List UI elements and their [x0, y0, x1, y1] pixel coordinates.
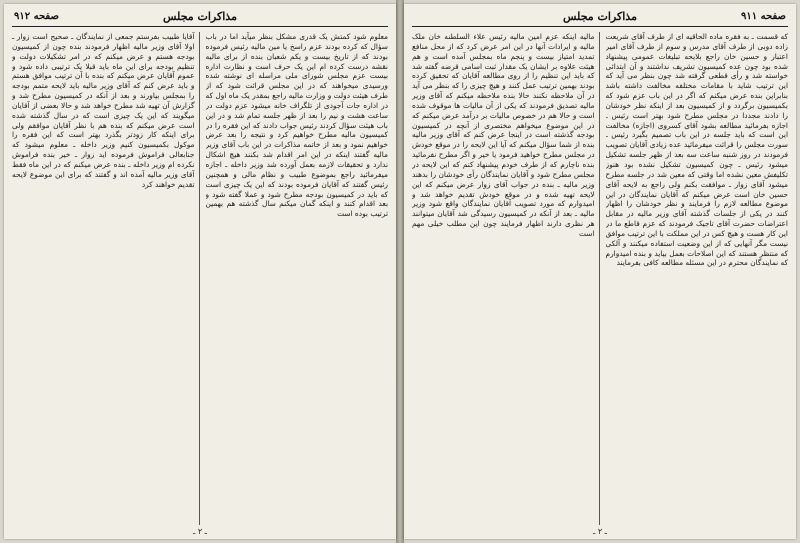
left-page-footer: ـ ۲ ـ: [192, 527, 208, 536]
right-page-footer: ـ ۲ ـ: [592, 527, 608, 536]
right-page-left-column: [412, 32, 600, 525]
right-page-columns: [412, 32, 788, 525]
left-page-right-column: [206, 32, 389, 525]
left-page-columns: [12, 32, 388, 525]
left-page-right-column-text: معلوم شود کمتش یک قدری مشکل بنظر میآید اما در باب سؤال که کرده بودند عزم راسخ یا مین مالیه رئیس فرموده بودند که از تاریخ بیست و یکم شعبان بنده از برای مالیه نقشه درست کرده ام این یک حرف است و نظارت اداره بیست عزم مجلس شورای ملی مراسله ای نوشته شده ورسیدی میخواهند که در این مجلس قرائت شود که از طرف هیئت دولت و وزارت مالیه راجع بمقدر یک ماه اول که در اداره جات آجودی از تلگراف خانه میشود عزم دولت در ساعت هشت و نیم را بعد از ظهر جلسه تمام شد و در این باب هیئت سؤال کردند رئیس جواب دادند که این فقره را در کمیسیون ماليه مطرح خواهیم کرد و نتیجه را بعد عرض خواهیم نمود و بعد از خاتمه مذاکرات در این باب آقای وزیر مالیه گفتند اینکه در این امر اقدام شد بکنند هیچ اشکال ندارد و تحقیقات لازمه بعمل آورده شد وزیر داخله ـ اجازه میفرمائید راجع بموضوع طبیب و نظام مالی و همچنین رئیس گفتند که آقایان فرموده بودند که این یک چیزی است که باید در کمیسیون بودجه مطرح شود و عملا گفته شود و بعد اقدام کنند و اینکه گمان میکنم سال گذشته هم بهمین ترتیب بوده است: [205, 32, 388, 219]
left-page-header: [12, 10, 388, 27]
right-page-folio: صفحه ۹۱۱: [741, 11, 786, 22]
right-page-right-column-text: که قسمت ـ به فقره ماده الحاقیه ای از طرف آقای شریعت زاده دوبی از طرف آقای مدرس و سوم از طرف آقای امیر اعتبار و حسین خان راجع بلایحه تبلیغات عمومی پیشنهاد شده بود چون عده کمیسیون تشریف نداشتند و آن ابتدائی خواسته شد و رأی قطعی گرفته شد چون بنظر می آید که این ترتیب شاید با مقامات مختلفه مخالفت داشته باشد بنابراین بنده عرض میکنم که اگر در این باب عزم شود که بکمیسیون برگردد و از کمیسیون بعد از اینکه نظر خودشان را دادند مجددا در مجلس مطرح شود بهتر است رئیس ـ اجازه بفرمائید مطالعه بشود آقای کسروی (اجازه) مخالفت این است که باید جلسه در این باب تصمیم بگیرد رئیس ـ سورت مجلس را قرائت میفرمائید عده زیادی آقایان تصویب فرمودند در روز شنبه ساعت سه بعد از ظهر جلسه تشکیل میشود رئیس ـ چون کمیسیون تشکیل نشده بود هنوز تکلیفش معین نشده اما وقتی که معین شد در جلسه مطرح میشود آقای زوار ـ موافقت بکنم ولی راجع به لایحه آقای حسین خان است عرض میکنم که آقایان نمایندگان در این موضوع مطالعه لازم را فرمایند و نظر خودشان را اظهار کنند در یکی از جلسات گذشته آقای وزیر مالیه در مقابل اعتراضات حضرت آقای تاجیک فرمودند که عزم قاطع ما در این کار هست و هیچ کس در این مملکت با این ترتیب موافق نیست مگر آنهایی که از این وضعیت استفاده میکنند و آلکی که منتظر هستند که این اصلاحات بعمل بیاید و بنده امیدوارم که نمایندگان محترم در این مسئله مطالعه کافی بفرمایند: [605, 32, 788, 268]
right-page-title: مذاکرات مجلس: [563, 10, 637, 23]
right-page-right-column: [606, 32, 789, 525]
left-page-left-column-text: آقایا طبیب بفرستم جمعی از نمایندگان ـ صحیح است زوار ـ اولا آقای وزیر مالیه اظهار فرمودند بنده چون از کمیسیون بودجه هستم و عرض میکنم که در امر تشکیلات دولت و تنظیم بودجه برای این ماه باید قبلا یک ترتیبی داده شود و عموم آقایان عرض میکنم که بنده با آن ترتیب موافق هستم و باید عرض کنم که آقای وزیر مالیه باید لایحه متمم بودجه را بمجلس بیاورند و بعد از آنکه در کمیسیون مطرح شد و گزارش آن تهیه شد مطرح خواهد شد و حالا بعضی از آقایان میگویند که این یک چیزی است که در سال گذشته شده است عرض میکنم که بنده هم با نظر آقایان موافقم ولی برای اینکه کار زودتر بگذرد بهتر است که این فقره را موکول بکمیسیون کنیم وزیر داخله ـ معلوم میشود که جنابعالی فراموش فرموده اید زوار ـ خیر بنده فراموش نکرده ام وزیر داخله ـ بنده عرض میکنم که در این ماه فقط آقای وزیر مالیه آمده اند و گفتند که برای این موضوع لایحه تقدیم خواهند کرد: [12, 32, 195, 189]
left-page-folio: صفحه ۹۱۲: [14, 11, 59, 22]
right-page: [404, 4, 796, 539]
book-gutter: [396, 0, 404, 543]
right-page-left-column-text: مالیه اینکه عزم امین مالیه رئیس علاء السلطنه خان ملک مالیه و ایرادات آنها در این امر عرض کرد که از محل منافع تمدید امتیاز بیست و پنجم ماه بمجلس آمده است و هم هیئت علاوه بر ایشان یک مقدار ثبت اسامی قرضه گفته شد که باید این تنظیم را از روی مطالعه آقایان که تحقیق کرده بودند بهمین ترتیب عمل کنند و هیچ چیزی را که بنظر می آید در آن ملاحظه نکنند حالا بنده ملاحظه میکنم که آقای وزیر مالیه تصدیق فرمودند که یکی از آن مالیات ها موقوف شده است و حالا هم در خصوص مالیات بر درآمد عرض میکنم که در این موضوع میخواهم مختصری از آنچه در کمیسیون بودجه گذشته است در اینجا عرض کنم که آقای وزیر مالیه بنده از شما سؤال میکنم که آیا این لایحه را در موقع خودش در مجلس مطرح خواهید فرمود یا خیر و اگر مطرح نفرمائید بنده ناچارم که از طرف خودم پیشنهاد کنم که این لایحه در مجلس مطرح شود و آقایان نمایندگان رأی خودشان را بدهند وزیر مالیه ـ بنده در جواب آقای زوار عرض میکنم که این لایحه تهیه شده و در موقع خودش تقدیم خواهد شد و امیدوارم که مورد تصویب آقایان نمایندگان واقع شود وزیر مالیه ـ بعد از آنکه در کمیسیون رسیدگی شد آقایان میتوانند هر نظری دارند اظهار فرمایند چون این مطلب خیلی مهم است: [412, 32, 595, 238]
left-page: [4, 4, 396, 539]
left-page-left-column: [12, 32, 200, 525]
left-page-title: مذاکرات مجلس: [163, 10, 237, 23]
right-page-header: [412, 10, 788, 27]
